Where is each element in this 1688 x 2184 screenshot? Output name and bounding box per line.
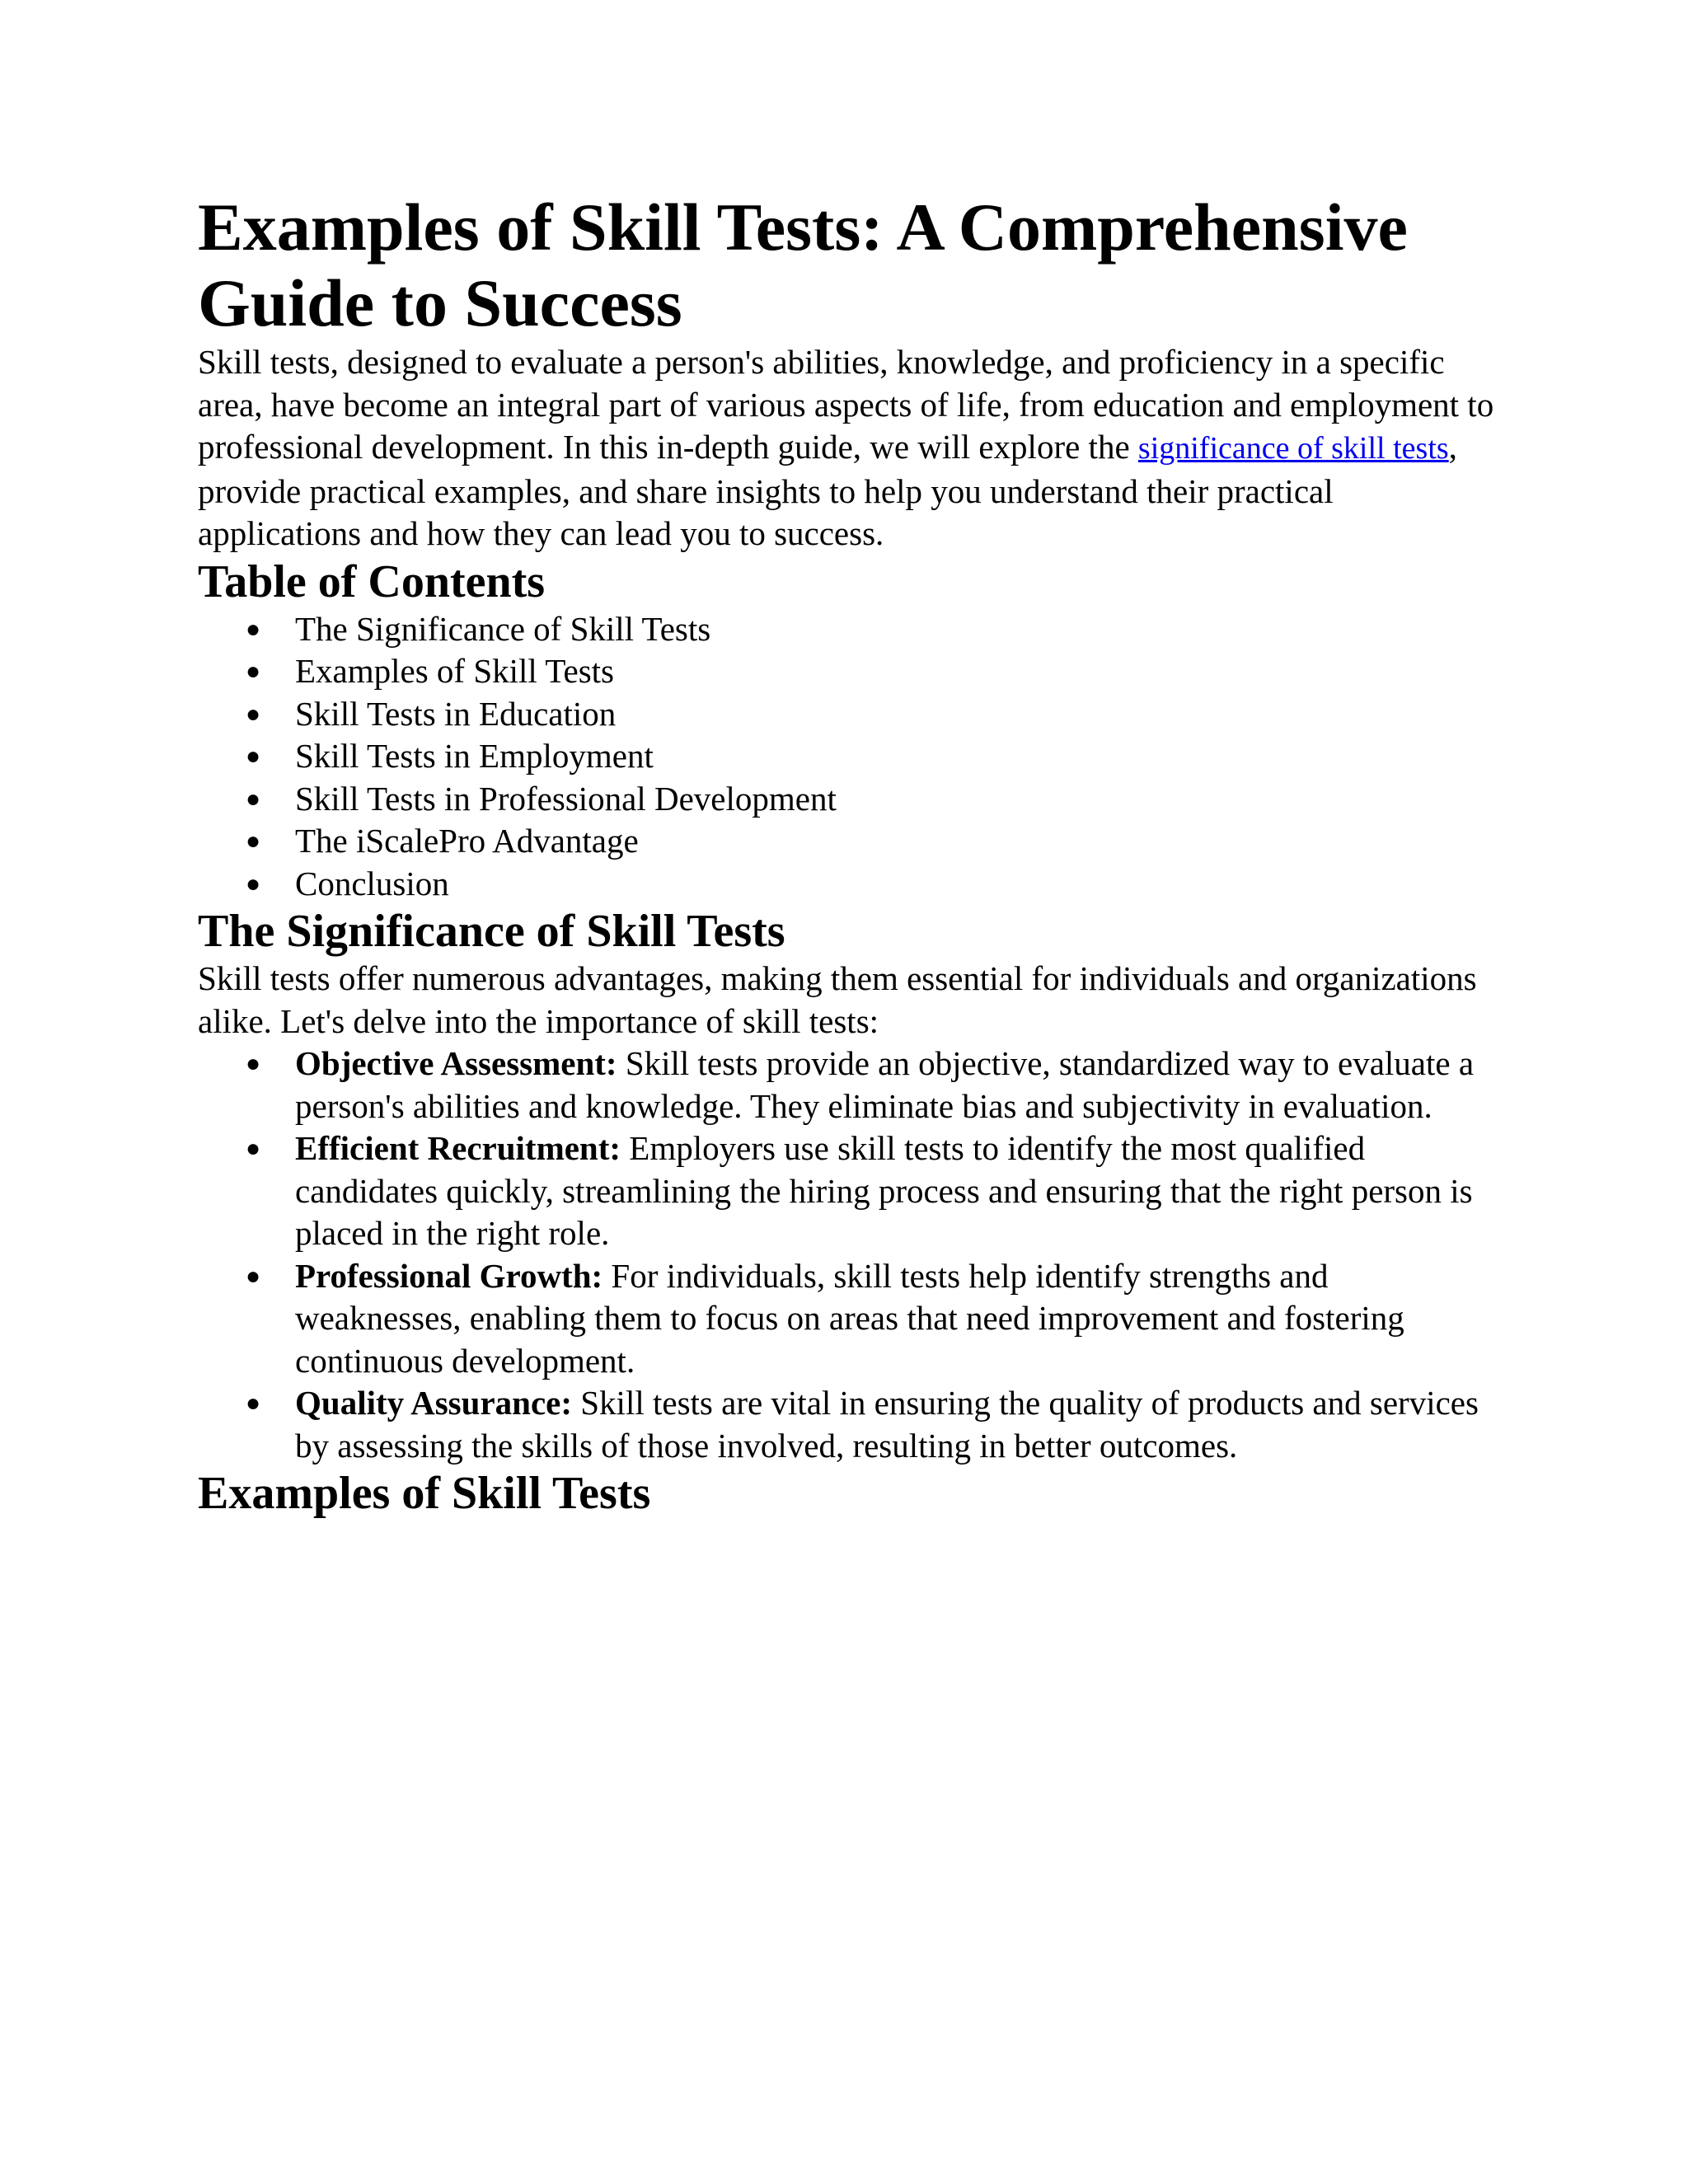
bullet-icon: ● (246, 1135, 261, 1162)
bullet-icon: ● (246, 1262, 261, 1290)
toc-list (198, 608, 1500, 906)
bullet-icon: ● (246, 615, 261, 643)
advantage-term: Efficient Recruitment: (295, 1129, 621, 1167)
toc-item-label: Examples of Skill Tests (295, 652, 614, 690)
toc-item (198, 693, 1500, 736)
intro-text-after-link: , provide practical examples, and share insights to help you understand their practical applications and how they can lead you to success. (198, 428, 1457, 552)
bullet-icon: ● (246, 700, 261, 728)
bullet-icon: ● (246, 743, 261, 770)
toc-item-label: Skill Tests in Employment (295, 737, 654, 775)
toc-item-label: The iScalePro Advantage (295, 822, 639, 860)
advantage-text: For individuals, skill tests help identify strengths and weaknesses, enabling them to focus on areas that need improvement and fostering continuous development. (295, 1256, 1404, 1380)
bullet-icon: ● (246, 658, 261, 685)
advantage-text: Skill tests provide an objective, standardized way to evaluate a person's abilities and knowledge. They eliminate bias and subjectivity in evaluation. (295, 1044, 1475, 1125)
advantage-text: Employers use skill tests to identify the most qualified candidates quickly, streamlining the hiring process and ensuring that the right person is placed in the right role. (295, 1129, 1473, 1252)
intro-paragraph (198, 341, 1500, 555)
advantages-list (198, 1043, 1500, 1467)
document-page (198, 190, 1500, 1520)
significance-heading: The Significance of Skill Tests (198, 906, 785, 957)
significance-paragraph: Skill tests offer numerous advantages, making them essential for individuals and organizations alike. Let's delve into the importance of skill tests: (198, 959, 1477, 1040)
examples-heading: Examples of Skill Tests (198, 1468, 651, 1519)
intro-text-before-link: Skill tests, designed to evaluate a person's abilities, knowledge, and proficiency in a specific area, have become an integral part of various aspects of life, from education and employment to professional development. In this in-depth guide, we will explore the (198, 343, 1494, 466)
bullet-icon: ● (246, 869, 261, 898)
bullet-icon: ● (246, 785, 261, 813)
toc-item (198, 863, 1500, 906)
toc-item-label: The Significance of Skill Tests (295, 609, 711, 648)
significance-link[interactable]: significance of skill tests (1137, 431, 1449, 466)
advantage-item (198, 1043, 1500, 1127)
toc-item (198, 778, 1500, 821)
toc-item (198, 820, 1500, 863)
page-title: Examples of Skill Tests: A Comprehensive Guide to Success (198, 190, 1408, 340)
toc-item (198, 608, 1500, 651)
toc-item-label: Skill Tests in Education (295, 694, 617, 733)
advantage-item (198, 1255, 1500, 1383)
bullet-icon: ● (246, 1050, 261, 1077)
toc-item (198, 650, 1500, 693)
advantage-item (198, 1382, 1500, 1467)
advantage-text: Skill tests are vital in ensuring the quality of products and services by assessing the skills of those involved, resulting in better outcomes. (295, 1384, 1479, 1465)
advantage-item (198, 1127, 1500, 1255)
advantage-term: Objective Assessment: (295, 1044, 617, 1082)
toc-item (198, 735, 1500, 778)
advantage-term: Professional Growth: (295, 1256, 603, 1295)
toc-item-label: Conclusion (295, 864, 449, 902)
advantage-term: Quality Assurance: (295, 1384, 572, 1422)
toc-item-label: Skill Tests in Professional Development (295, 779, 837, 818)
bullet-icon: ● (246, 1390, 261, 1417)
bullet-icon: ● (246, 827, 261, 855)
toc-heading: Table of Contents (198, 555, 546, 607)
